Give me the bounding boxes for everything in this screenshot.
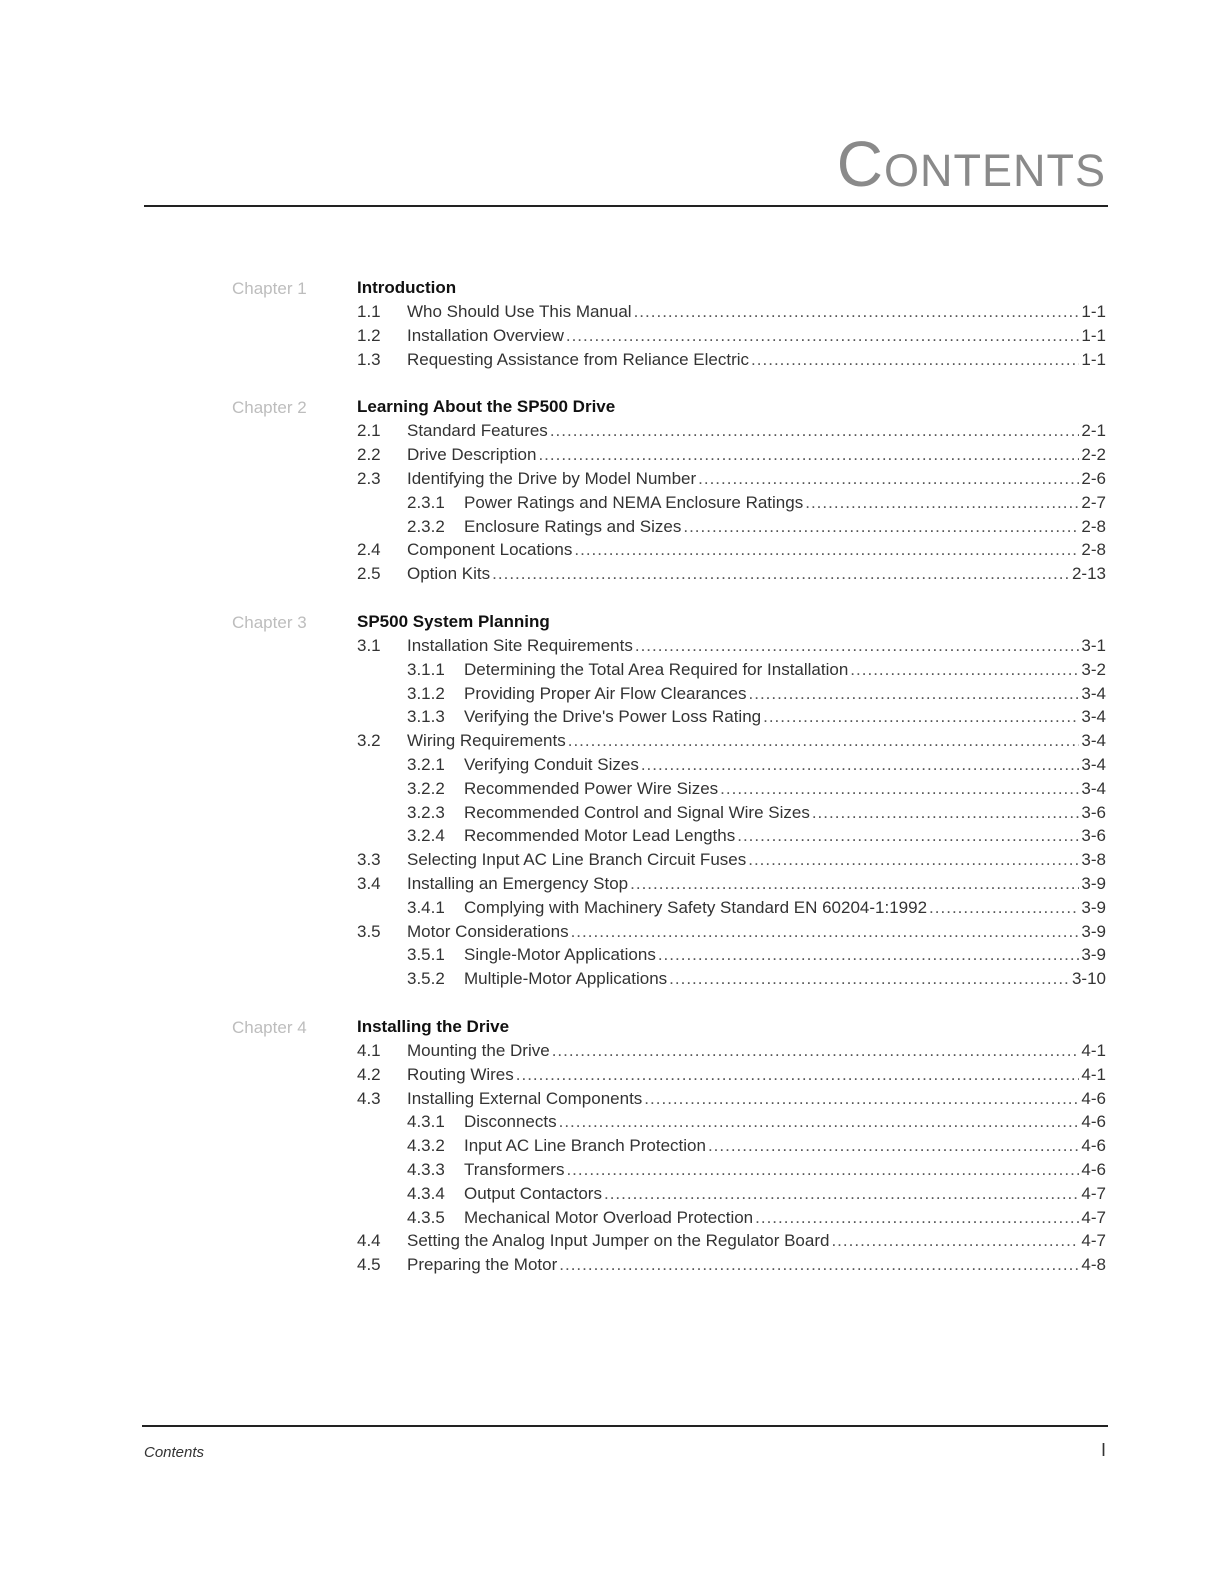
toc-entry-title: Output Contactors: [464, 1183, 602, 1203]
toc-entry-page: 3-10: [1071, 969, 1106, 989]
toc-entry-page: 4-6: [1081, 1112, 1106, 1132]
toc-entry-number: 1.2: [357, 325, 381, 345]
toc-entry-page: 4-1: [1081, 1040, 1106, 1060]
dot-leader: [751, 348, 1079, 372]
toc-entry-number: 2.2: [357, 445, 381, 465]
toc-entry-page: 4-7: [1081, 1207, 1106, 1227]
toc-entry-page: 4-6: [1081, 1088, 1106, 1108]
toc-entry-title: Installation Overview: [407, 325, 564, 345]
toc-entry-title: Complying with Machinery Safety Standard EN 60204-1:1992: [464, 897, 928, 917]
toc-entry-page: 1-1: [1081, 325, 1106, 345]
toc-entry-page: 3-9: [1081, 897, 1106, 917]
toc-entry-number: 4.3.1: [407, 1112, 445, 1132]
toc-entry-page: 3-2: [1081, 659, 1106, 679]
toc-entry-title: Recommended Motor Lead Lengths: [464, 826, 736, 846]
dot-leader: [749, 682, 1080, 706]
toc-entry-title: Motor Considerations: [407, 921, 569, 941]
toc-entry-title: Identifying the Drive by Model Number: [407, 468, 697, 488]
toc-entry-title: Selecting Input AC Line Branch Circuit Fuses: [407, 850, 747, 870]
toc-entry-number: 3.5.2: [407, 969, 445, 989]
toc-entry-title: Setting the Analog Input Jumper on the Regulator Board: [407, 1231, 830, 1251]
toc-entry-page: 2-8: [1081, 516, 1106, 536]
toc-entry-page: 2-1: [1081, 421, 1106, 441]
toc-entry[interactable]: [407, 705, 1106, 729]
chapter-label: Chapter 2: [232, 398, 307, 418]
toc-entry[interactable]: [357, 467, 1106, 491]
toc-entry-page: 2-2: [1081, 445, 1106, 465]
toc-entry-number: 4.3.3: [407, 1159, 445, 1179]
toc-entry-number: 4.5: [357, 1255, 381, 1275]
dot-leader: [634, 300, 1080, 324]
toc-entry[interactable]: [357, 1229, 1106, 1253]
dot-leader: [644, 1087, 1079, 1111]
toc-entry-page: 2-8: [1081, 540, 1106, 560]
toc-entry[interactable]: [407, 943, 1106, 967]
toc-entry-title: Mechanical Motor Overload Protection: [464, 1207, 754, 1227]
toc-entry-title: Transformers: [464, 1159, 565, 1179]
toc-entry[interactable]: [357, 872, 1106, 896]
dot-leader: [850, 658, 1079, 682]
toc-entry[interactable]: [357, 348, 1106, 372]
chapter-title[interactable]: Learning About the SP500 Drive: [357, 397, 616, 417]
toc-entry-title: Routing Wires: [407, 1064, 514, 1084]
toc-entry-number: 3.1: [357, 635, 381, 655]
toc-entry-page: 3-4: [1081, 707, 1106, 727]
toc-entry-page: 3-4: [1081, 754, 1106, 774]
toc-entry[interactable]: [407, 1110, 1106, 1134]
dot-leader: [566, 324, 1080, 348]
dot-leader: [559, 1110, 1080, 1134]
toc-entry-number: 4.2: [357, 1064, 381, 1084]
footer-rule: [142, 1425, 1108, 1427]
toc-entry-page: 4-7: [1081, 1231, 1106, 1251]
toc-entry-page: 4-7: [1081, 1183, 1106, 1203]
toc-entry-title: Enclosure Ratings and Sizes: [464, 516, 682, 536]
dot-leader: [571, 920, 1080, 944]
toc-entry-number: 3.2.2: [407, 778, 445, 798]
dot-leader: [630, 872, 1079, 896]
toc-entry-title: Installation Site Requirements: [407, 635, 633, 655]
toc-entry-page: 3-8: [1081, 850, 1106, 870]
toc-entry-page: 3-4: [1081, 683, 1106, 703]
dot-leader: [831, 1229, 1079, 1253]
toc-entry[interactable]: [407, 1182, 1106, 1206]
toc-entry[interactable]: [407, 682, 1106, 706]
toc-entry-number: 1.3: [357, 349, 381, 369]
toc-entry-page: 3-9: [1081, 945, 1106, 965]
toc-entry-title: Multiple-Motor Applications: [464, 969, 668, 989]
dot-leader: [805, 491, 1079, 515]
toc-entry[interactable]: [357, 300, 1106, 324]
toc-entry-number: 3.5.1: [407, 945, 445, 965]
toc-entry[interactable]: [357, 1039, 1106, 1063]
toc-entry-title: Providing Proper Air Flow Clearances: [464, 683, 747, 703]
toc-entry-page: 3-1: [1081, 635, 1106, 655]
toc-entry-number: 4.3: [357, 1088, 381, 1108]
toc-entry-title: Verifying the Drive's Power Loss Rating: [464, 707, 762, 727]
toc-entry[interactable]: [407, 896, 1106, 920]
chapter-label: Chapter 4: [232, 1017, 307, 1037]
toc-entry[interactable]: [407, 1134, 1106, 1158]
chapter-label: Chapter 3: [232, 612, 307, 632]
toc-entry[interactable]: [407, 658, 1106, 682]
chapter-section: [0, 276, 1224, 371]
toc-entry-title: Recommended Control and Signal Wire Sizes: [464, 802, 810, 822]
toc-entry-page: 1-1: [1081, 349, 1106, 369]
dot-leader: [658, 943, 1080, 967]
toc-entry-number: 3.2.1: [407, 754, 445, 774]
dot-leader: [568, 729, 1080, 753]
toc-entry-page: 3-4: [1081, 731, 1106, 751]
toc-entry-number: 3.1.1: [407, 659, 445, 679]
dot-leader: [929, 896, 1079, 920]
table-of-contents: [0, 276, 1224, 1301]
toc-entry-page: 4-6: [1081, 1136, 1106, 1156]
dot-leader: [604, 1182, 1079, 1206]
toc-entry[interactable]: [357, 920, 1106, 944]
header-rule: [144, 205, 1108, 207]
toc-entry-page: 3-9: [1081, 873, 1106, 893]
dot-leader: [720, 777, 1079, 801]
toc-entry[interactable]: [407, 1206, 1106, 1230]
toc-entry-title: Disconnects: [464, 1112, 557, 1132]
toc-entry[interactable]: [407, 1158, 1106, 1182]
toc-entry-page: 1-1: [1081, 302, 1106, 321]
toc-entry[interactable]: [407, 777, 1106, 801]
footer-page-number: I: [1100, 1440, 1106, 1460]
chapter-title[interactable]: SP500 System Planning: [357, 611, 550, 631]
toc-entry-number: 3.3: [357, 850, 381, 870]
toc-entry-page: 2-6: [1081, 468, 1106, 488]
chapter-section: [0, 395, 1224, 586]
toc-entry-page: 2-13: [1071, 564, 1106, 584]
chapter-title[interactable]: Introduction: [357, 278, 457, 297]
chapter-title[interactable]: Installing the Drive: [357, 1016, 510, 1036]
dot-leader: [550, 419, 1080, 443]
toc-entry-title: Standard Features: [407, 421, 548, 441]
dot-leader: [552, 1039, 1080, 1063]
toc-entry-number: 4.3.5: [407, 1207, 445, 1227]
toc-entry[interactable]: [407, 967, 1106, 991]
dot-leader: [641, 753, 1080, 777]
toc-entry-number: 3.4.1: [407, 897, 445, 917]
toc-entry-number: 1.1: [357, 302, 381, 321]
toc-entry-number: 3.5: [357, 921, 381, 941]
dot-leader: [566, 1158, 1079, 1182]
toc-entry-title: Mounting the Drive: [407, 1040, 550, 1060]
toc-entry-page: 3-6: [1081, 826, 1106, 846]
dot-leader: [737, 824, 1079, 848]
toc-entry-title: Preparing the Motor: [407, 1255, 558, 1275]
dot-leader: [763, 705, 1079, 729]
toc-entry-title: Component Locations: [407, 540, 573, 560]
toc-entry-page: 3-9: [1081, 921, 1106, 941]
dot-leader: [812, 801, 1080, 825]
toc-entry[interactable]: [357, 634, 1106, 658]
toc-entry-number: 2.1: [357, 421, 381, 441]
toc-entry-title: Recommended Power Wire Sizes: [464, 778, 719, 798]
toc-entry-title: Installing External Components: [407, 1088, 643, 1108]
toc-entry-number: 3.1.2: [407, 683, 445, 703]
toc-entry-number: 2.3.2: [407, 516, 445, 536]
toc-entry-number: 3.2: [357, 731, 381, 751]
toc-entry-number: 3.2.4: [407, 826, 445, 846]
toc-entry-number: 3.4: [357, 873, 381, 893]
toc-entry-title: Input AC Line Branch Protection: [464, 1136, 706, 1156]
dot-leader: [698, 467, 1079, 491]
toc-entry-number: 2.4: [357, 540, 381, 560]
dot-leader: [748, 848, 1079, 872]
toc-entry-page: 2-7: [1081, 492, 1106, 512]
toc-entry-number: 4.3.2: [407, 1136, 445, 1156]
toc-entry[interactable]: [357, 848, 1106, 872]
toc-entry[interactable]: [357, 443, 1106, 467]
toc-entry[interactable]: [357, 1087, 1106, 1111]
toc-entry[interactable]: [407, 515, 1106, 539]
toc-entry-number: 2.3.1: [407, 492, 445, 512]
toc-entry-title: Determining the Total Area Required for Installation: [464, 659, 849, 679]
chapter-section: [0, 1015, 1224, 1277]
toc-entry-title: Who Should Use This Manual: [407, 302, 632, 321]
toc-entry[interactable]: [357, 324, 1106, 348]
dot-leader: [516, 1063, 1080, 1087]
toc-entry-title: Verifying Conduit Sizes: [464, 754, 639, 774]
toc-entry-title: Installing an Emergency Stop: [407, 873, 629, 893]
dot-leader: [538, 443, 1079, 467]
toc-entry-number: 2.3: [357, 468, 381, 488]
dot-leader: [708, 1134, 1079, 1158]
toc-entry-number: 3.2.3: [407, 802, 445, 822]
toc-entry-page: 4-8: [1081, 1255, 1106, 1275]
footer-section-label: Contents: [144, 1444, 205, 1461]
toc-entry[interactable]: [407, 753, 1106, 777]
dot-leader: [635, 634, 1080, 658]
toc-entry-title: Wiring Requirements: [407, 731, 566, 751]
toc-entry[interactable]: [357, 1063, 1106, 1087]
toc-entry-number: 2.5: [357, 564, 381, 584]
chapter-section: [0, 610, 1224, 991]
dot-leader: [683, 515, 1079, 539]
page-title: Contents: [836, 128, 1106, 200]
toc-entry-number: 3.1.3: [407, 707, 445, 727]
toc-entry-page: 4-1: [1081, 1064, 1106, 1084]
toc-entry[interactable]: [357, 419, 1106, 443]
dot-leader: [669, 967, 1070, 991]
dot-leader: [574, 538, 1079, 562]
chapter-label: Chapter 1: [232, 279, 307, 298]
toc-entry-title: Single-Motor Applications: [464, 945, 656, 965]
toc-entry-number: 4.3.4: [407, 1183, 445, 1203]
dot-leader: [559, 1253, 1079, 1277]
toc-entry-title: Option Kits: [407, 564, 491, 584]
toc-entry-title: Requesting Assistance from Reliance Electric: [407, 349, 750, 369]
toc-entry[interactable]: [407, 491, 1106, 515]
toc-entry-page: 3-6: [1081, 802, 1106, 822]
dot-leader: [492, 562, 1070, 586]
toc-entry[interactable]: [357, 538, 1106, 562]
toc-entry-number: 4.4: [357, 1231, 381, 1251]
toc-entry[interactable]: [407, 824, 1106, 848]
dot-leader: [755, 1206, 1079, 1230]
toc-entry-page: 3-4: [1081, 778, 1106, 798]
toc-entry-number: 4.1: [357, 1040, 381, 1060]
toc-entry[interactable]: [357, 729, 1106, 753]
toc-entry[interactable]: [357, 1253, 1106, 1277]
toc-entry-title: Power Ratings and NEMA Enclosure Ratings: [464, 492, 804, 512]
toc-entry[interactable]: [357, 562, 1106, 586]
toc-entry[interactable]: [407, 801, 1106, 825]
toc-entry-page: 4-6: [1081, 1159, 1106, 1179]
toc-entry-title: Drive Description: [407, 445, 537, 465]
